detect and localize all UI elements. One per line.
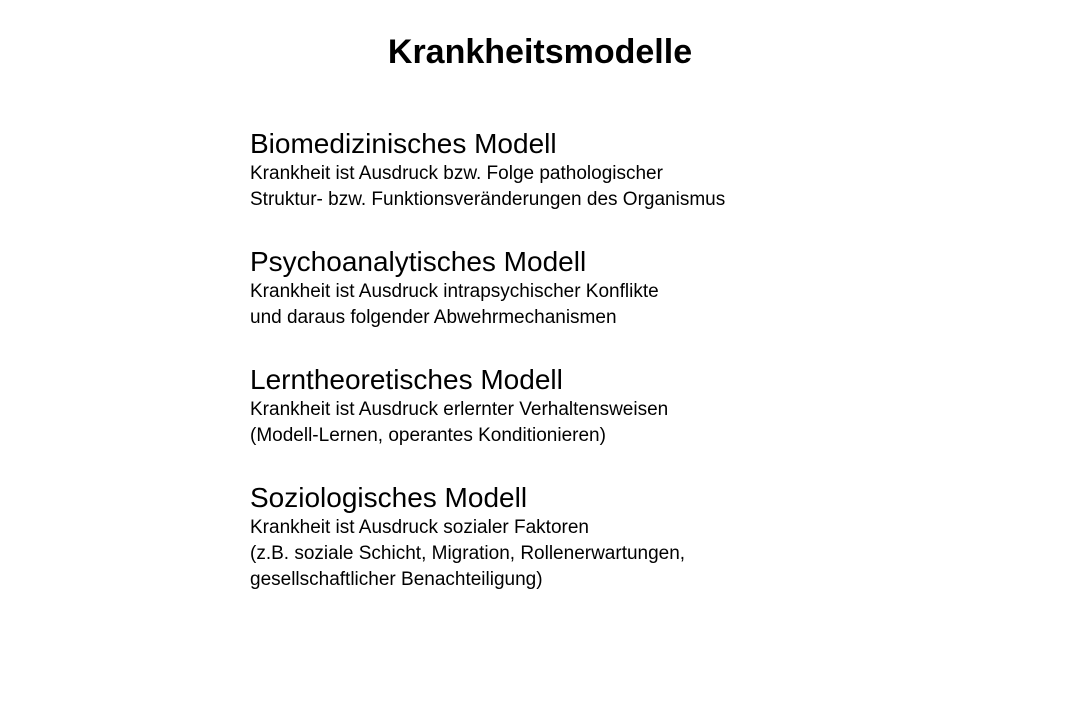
model-description-line: Krankheit ist Ausdruck intrapsychischer Konflikte: [250, 281, 659, 302]
model-learning-theory: [250, 363, 890, 449]
model-heading: Biomedizinisches Modell: [250, 128, 557, 159]
model-heading: Lerntheoretisches Modell: [250, 364, 563, 395]
model-heading: Psychoanalytisches Modell: [250, 246, 587, 277]
model-description-line: (z.B. soziale Schicht, Migration, Rollenerwartungen,: [250, 543, 686, 564]
model-description-line: und daraus folgender Abwehrmechanismen: [250, 307, 617, 328]
model-sociological: [250, 481, 890, 593]
page-title: Krankheitsmodelle: [387, 33, 693, 71]
model-psychoanalytic: [250, 245, 890, 331]
model-heading: Soziologisches Modell: [250, 482, 528, 513]
model-biomedical: [250, 127, 890, 213]
model-description-line: Struktur- bzw. Funktionsveränderungen des Organismus: [250, 189, 726, 210]
model-list: [250, 127, 890, 625]
model-description-line: (Modell-Lernen, operantes Konditionieren): [250, 425, 606, 446]
model-description-line: Krankheit ist Ausdruck bzw. Folge pathologischer: [250, 163, 663, 184]
model-description-line: Krankheit ist Ausdruck sozialer Faktoren: [250, 517, 589, 538]
model-description-line: gesellschaftlicher Benachteiligung): [250, 569, 543, 590]
model-description-line: Krankheit ist Ausdruck erlernter Verhaltensweisen: [250, 399, 669, 420]
